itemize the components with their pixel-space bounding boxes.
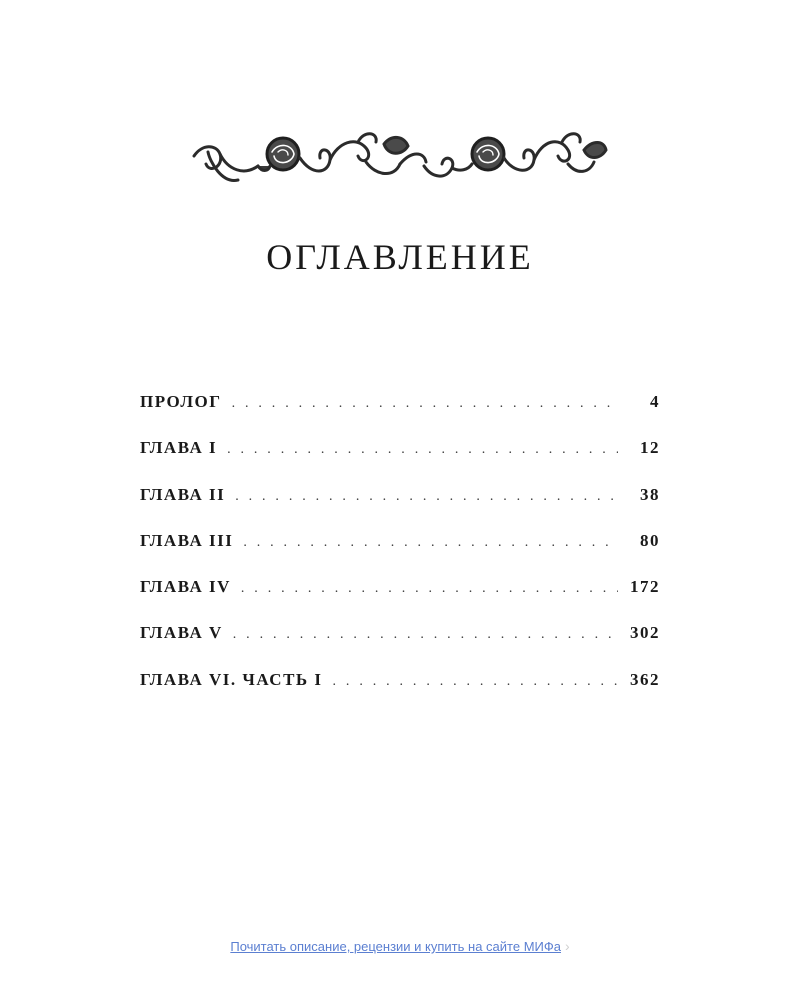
toc-entry-page: 302 xyxy=(630,623,660,643)
toc-entry-chapter-2[interactable] xyxy=(140,485,660,531)
toc-entry-label: ПРОЛОГ xyxy=(140,392,222,411)
toc-entry-prologue[interactable] xyxy=(140,392,660,438)
toc-entry-chapter-1[interactable] xyxy=(140,438,660,484)
publisher-site-link[interactable]: Почитать описание, рецензии и купить на сайте МИФа xyxy=(230,939,561,954)
toc-entry-page: 12 xyxy=(640,438,660,458)
toc-entry-page: 172 xyxy=(630,577,660,597)
toc-entry-page: 38 xyxy=(640,484,660,504)
toc-dot-leader xyxy=(233,627,618,643)
toc-dot-leader xyxy=(232,396,618,412)
toc-entry-label: ГЛАВА I xyxy=(140,438,218,458)
toc-entry-page: 362 xyxy=(630,669,660,689)
toc-dot-leader xyxy=(227,442,618,458)
toc-entry-page: 80 xyxy=(640,530,660,550)
page-title: ОГЛАВЛЕНИЕ xyxy=(266,237,534,277)
toc-entry-page: 4 xyxy=(650,392,660,411)
toc-dot-leader xyxy=(333,674,618,690)
toc-dot-leader xyxy=(243,535,618,551)
toc-entry-chapter-6-part-1[interactable] xyxy=(140,670,660,716)
table-of-contents xyxy=(140,392,660,716)
toc-entry-label: ГЛАВА II xyxy=(140,484,226,504)
chevron-right-icon: › xyxy=(564,938,570,954)
toc-entry-label: ГЛАВА IV xyxy=(140,577,231,597)
floral-ornament-icon xyxy=(188,122,612,194)
toc-entry-chapter-5[interactable] xyxy=(140,623,660,669)
toc-entry-chapter-4[interactable] xyxy=(140,577,660,623)
toc-entry-label: ГЛАВА III xyxy=(140,530,234,550)
toc-dot-leader xyxy=(235,489,618,505)
toc-entry-label: ГЛАВА V xyxy=(140,623,223,643)
footer xyxy=(0,938,800,954)
toc-dot-leader xyxy=(241,581,618,597)
toc-entry-label: ГЛАВА VI. ЧАСТЬ I xyxy=(140,669,323,689)
toc-entry-chapter-3[interactable] xyxy=(140,531,660,577)
